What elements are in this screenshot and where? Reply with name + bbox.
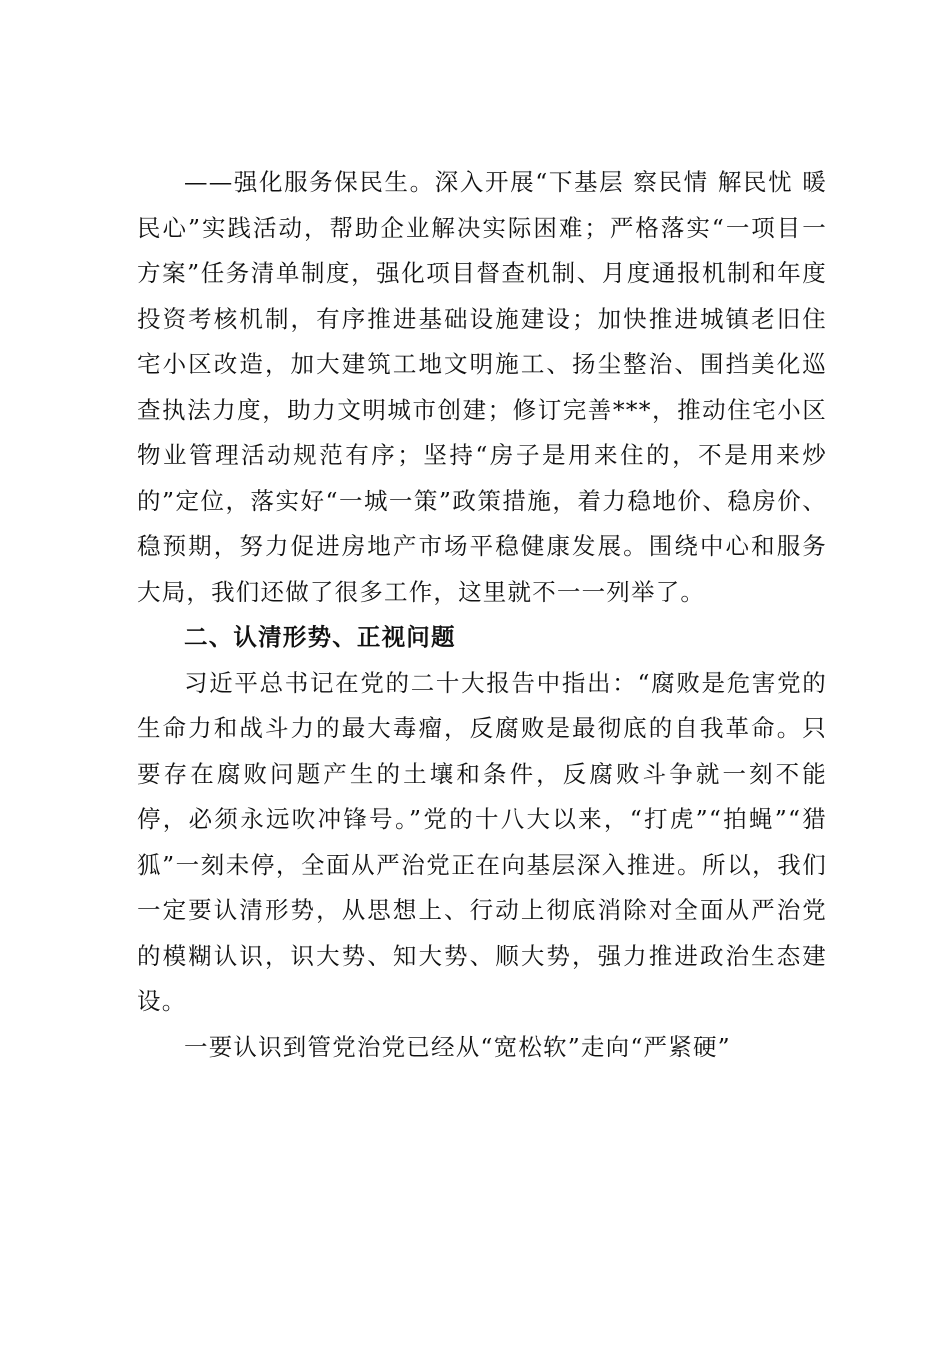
paragraph-anti-corruption: 习近平总书记在党的二十大报告中指出：“腐败是危害党的生命力和战斗力的最大毒瘤，反腐败是最彻底的自我革命。只要存在腐败问题产生的土壤和条件，反腐败斗争就一刻不能停，必须永远吹冲锋号。”党的十八大以来，“打虎”“拍蝇”“猎狐”一刻未停，全面从严治党正在向基层深入推进。所以，我们一定要认清形势，从思想上、行动上彻底消除对全面从严治党的模糊认识，识大势、知大势、顺大势，强力推进政治生态建设。 [137, 668, 827, 1015]
section-heading-2: 二、认清形势、正视问题 [184, 623, 456, 651]
paragraph-serve-livelihood: ——强化服务保民生。深入开展“下基层 察民情 解民忧 暖民心”实践活动，帮助企业解决实际困难；严格落实“一项目一方案”任务清单制度，强化项目督查机制、月度通报机制和年度投资考核机制，有序推进基础设施建设；加快推进城镇老旧住宅小区改造，加大建筑工地文明施工、扬尘整治、围挡美化巡查执法力度，助力文明城市创建；修订完善***，推动住宅小区物业管理活动规范有序；坚持“房子是用来住的，不是用来炒的”定位，落实好“一城一策”政策措施，着力稳地价、稳房价、稳预期，努力促进房地产市场平稳健康发展。围绕中心和服务大局，我们还做了很多工作，这里就不一一列举了。 [137, 168, 827, 606]
paragraph-first-point: 一要认识到管党治党已经从“宽松软”走向“严紧硬” [184, 1032, 731, 1061]
document-page [137, 160, 827, 1070]
